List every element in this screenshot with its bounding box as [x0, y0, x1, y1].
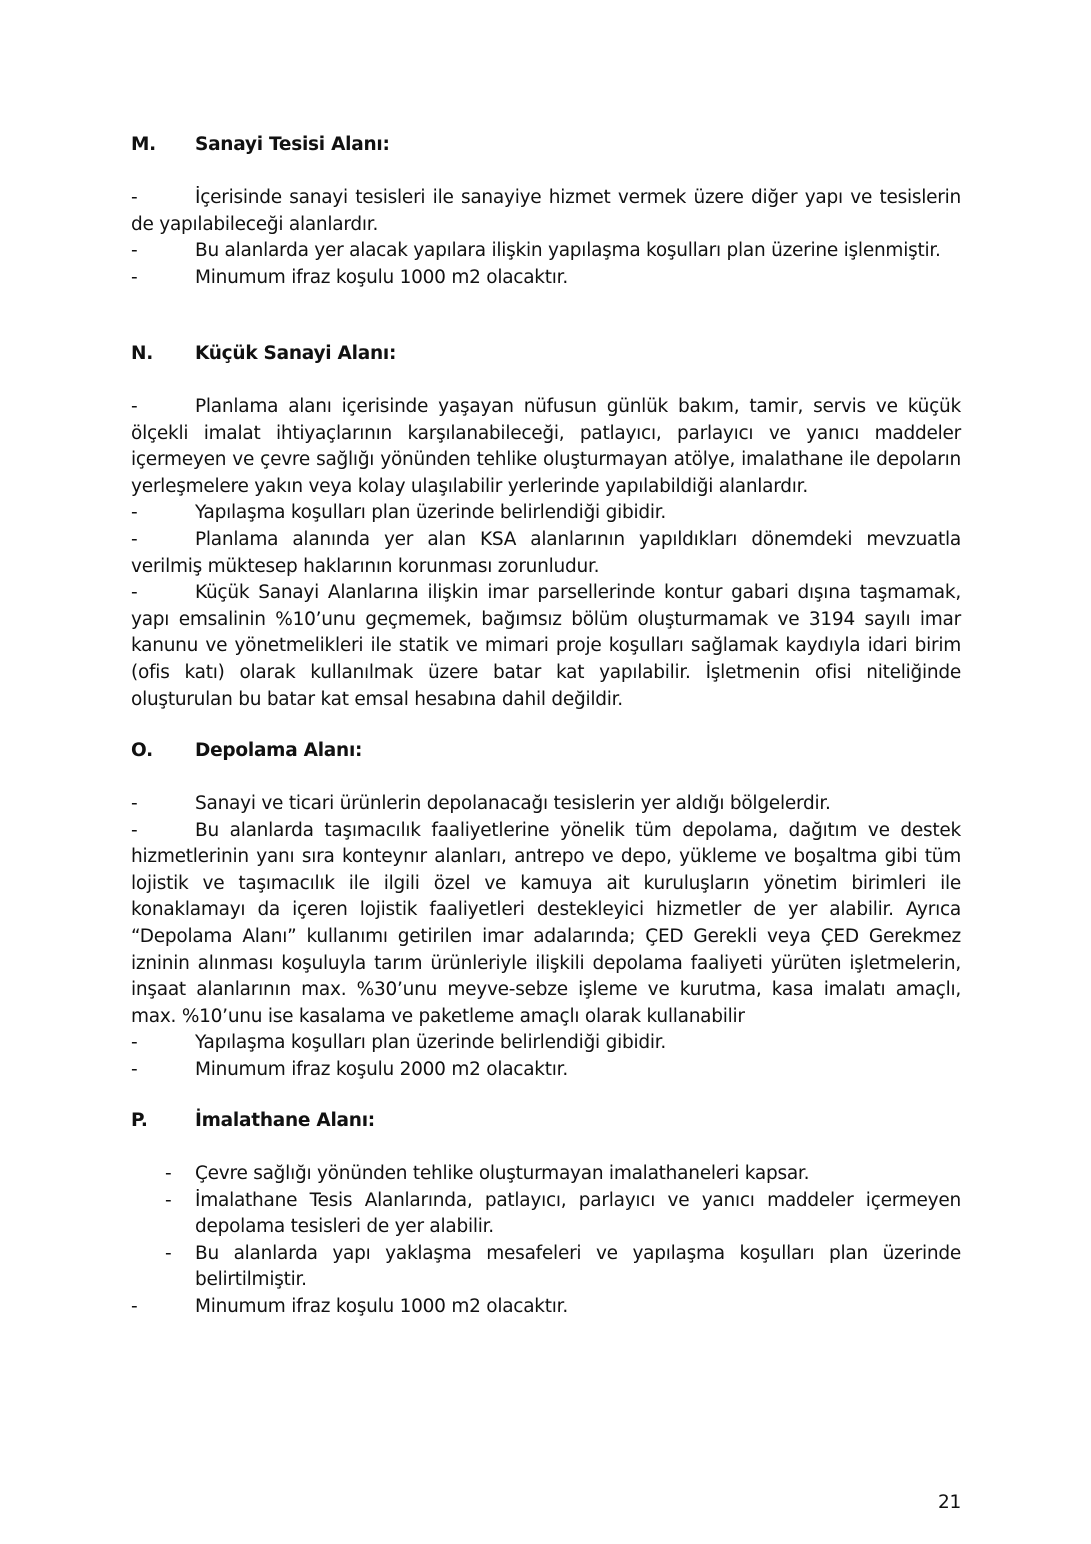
list-item	[131, 1294, 961, 1321]
list-item	[131, 394, 961, 500]
section-heading	[131, 131, 961, 158]
dash-bullet: -	[131, 528, 138, 550]
dash-bullet: -	[131, 1032, 138, 1054]
item-text: Bu alanlarda yapı yaklaşma mesafeleri ve yapılaşma koşulları plan üzerinde belirtilmiştir.	[195, 1242, 961, 1291]
section-title: Depolama Alanı:	[195, 740, 363, 761]
dash-bullet: -	[131, 187, 138, 208]
section-letter: O.	[131, 740, 153, 761]
dash-bullet: -	[131, 240, 138, 262]
item-text: Bu alanlarda yer alacak yapılara ilişkin yapılaşma koşulları plan üzerine işlenmiştir.	[195, 240, 941, 262]
page-number: 21	[937, 1492, 961, 1513]
section-heading	[131, 340, 961, 367]
dash-bullet: -	[131, 266, 138, 288]
sub-list-item	[131, 1188, 961, 1241]
dash-bullet: -	[131, 396, 138, 417]
section-m	[131, 131, 961, 291]
section-letter: P.	[131, 1110, 148, 1131]
dash-bullet: -	[131, 793, 138, 814]
item-text: İmalathane Tesis Alanlarında, patlayıcı, parlayıcı ve yanıcı maddeler içermeyen depolama tesisleri de yer alabilir.	[195, 1189, 961, 1238]
section-letter: M.	[131, 134, 156, 155]
section-title: Sanayi Tesisi Alanı:	[195, 134, 390, 155]
item-text: Yapılaşma koşulları plan üzerinde belirlendiği gibidir.	[195, 1032, 667, 1054]
item-text: Sanayi ve ticari ürünlerin depolanacağı tesislerin yer aldığı bölgelerdir.	[195, 793, 831, 814]
item-text: Çevre sağlığı yönünden tehlike oluşturmayan imalathaneleri kapsar.	[195, 1163, 810, 1184]
item-text: Bu alanlarda taşımacılık faaliyetlerine yönelik tüm depolama, dağıtım ve destek hizmetlerinin yanı sıra konteynır alanları, antrepo ve depo, yükleme ve boşaltma gibi tüm lojistik ve taşımacılık ile ilgili özel ve kamuya ait kuruluşların yönetim birimleri ile konaklamayı da içeren lojistik faaliyetleri destekleyici hizmetler de yer alabilir. Ayrıca “Depolama Alanı” kullanımı getirilen imar adalarında; ÇED Gerekli veya ÇED Gerekmez izninin alınması koşuluyla tarım ürünleriyle ilişkili depolama faaliyeti yürüten işletmelerin, inşaat alanlarının max. %30’unu meyve-sebze işleme ve kurutma, kasa imalatı amaçlı, max. %10’unu ise kasalama ve paketleme amaçlı olarak kullanabilir	[131, 819, 961, 1027]
item-text: Minumum ifraz koşulu 2000 m2 olacaktır.	[195, 1058, 568, 1080]
list-item	[131, 791, 961, 818]
list-item	[131, 580, 961, 713]
section-p	[131, 1107, 961, 1321]
dash-bullet: -	[131, 502, 138, 524]
list-item	[131, 500, 961, 527]
list-item	[131, 1057, 961, 1084]
dash-bullet: -	[165, 1189, 172, 1211]
sub-list-item	[131, 1241, 961, 1294]
item-text: İçerisinde sanayi tesisleri ile sanayiye hizmet vermek üzere diğer yapı ve tesislerin de yapılabileceği alanlardır.	[131, 187, 961, 235]
section-title: İmalathane Alanı:	[195, 1110, 375, 1131]
list-item	[131, 185, 961, 238]
dash-bullet: -	[131, 582, 138, 604]
section-n	[131, 340, 961, 713]
section-heading	[131, 737, 961, 764]
item-text: Planlama alanı içerisinde yaşayan nüfusun günlük bakım, tamir, servis ve küçük ölçekli imalat ihtiyaçlarının karşılanabileceği, patlayıcı, parlayıcı ve yanıcı maddeler içermeyen ve çevre sağlığı yönünden tehlike oluşturmayan atölye, imalathane ile depoların yerleşmelere yakın veya kolay ulaşılabilir yerlerinde yapılabildiği alanlardır.	[131, 396, 961, 497]
list-item	[131, 238, 961, 265]
dash-bullet: -	[131, 1295, 138, 1317]
section-title: Küçük Sanayi Alanı:	[195, 343, 397, 364]
item-text: Minumum ifraz koşulu 1000 m2 olacaktır.	[195, 1295, 568, 1317]
section-letter: N.	[131, 343, 154, 364]
dash-bullet: -	[165, 1242, 172, 1264]
item-text: Yapılaşma koşulları plan üzerinde belirlendiği gibidir.	[195, 502, 667, 524]
dash-bullet: -	[131, 819, 138, 841]
item-text: Minumum ifraz koşulu 1000 m2 olacaktır.	[195, 266, 568, 288]
item-text: Küçük Sanayi Alanlarına ilişkin imar parsellerinde kontur gabari dışına taşmamak, yapı emsalinin %10’unu geçmemek, bağımsız bölüm oluşturmamak ve 3194 sayılı imar kanunu ve yönetmelikleri ile statik ve mimari proje koşulları sağlamak kaydıyla idari birim (ofis katı) olarak kullanılmak üzere batar kat yapılabilir. İşletmenin ofisi niteliğinde oluşturulan bu batar kat emsal hesabına dahil değildir.	[131, 582, 961, 710]
section-o	[131, 737, 961, 1084]
item-text: Planlama alanında yer alan KSA alanlarının yapıldıkları dönemdeki mevzuatla verilmiş müktesep haklarının korunması zorunludur.	[131, 528, 961, 577]
sub-list-item	[131, 1161, 961, 1188]
list-item	[131, 527, 961, 580]
dash-bullet: -	[131, 1058, 138, 1080]
list-item	[131, 265, 961, 292]
section-heading	[131, 1107, 961, 1134]
list-item	[131, 818, 961, 1031]
dash-bullet: -	[165, 1163, 172, 1184]
list-item	[131, 1030, 961, 1057]
